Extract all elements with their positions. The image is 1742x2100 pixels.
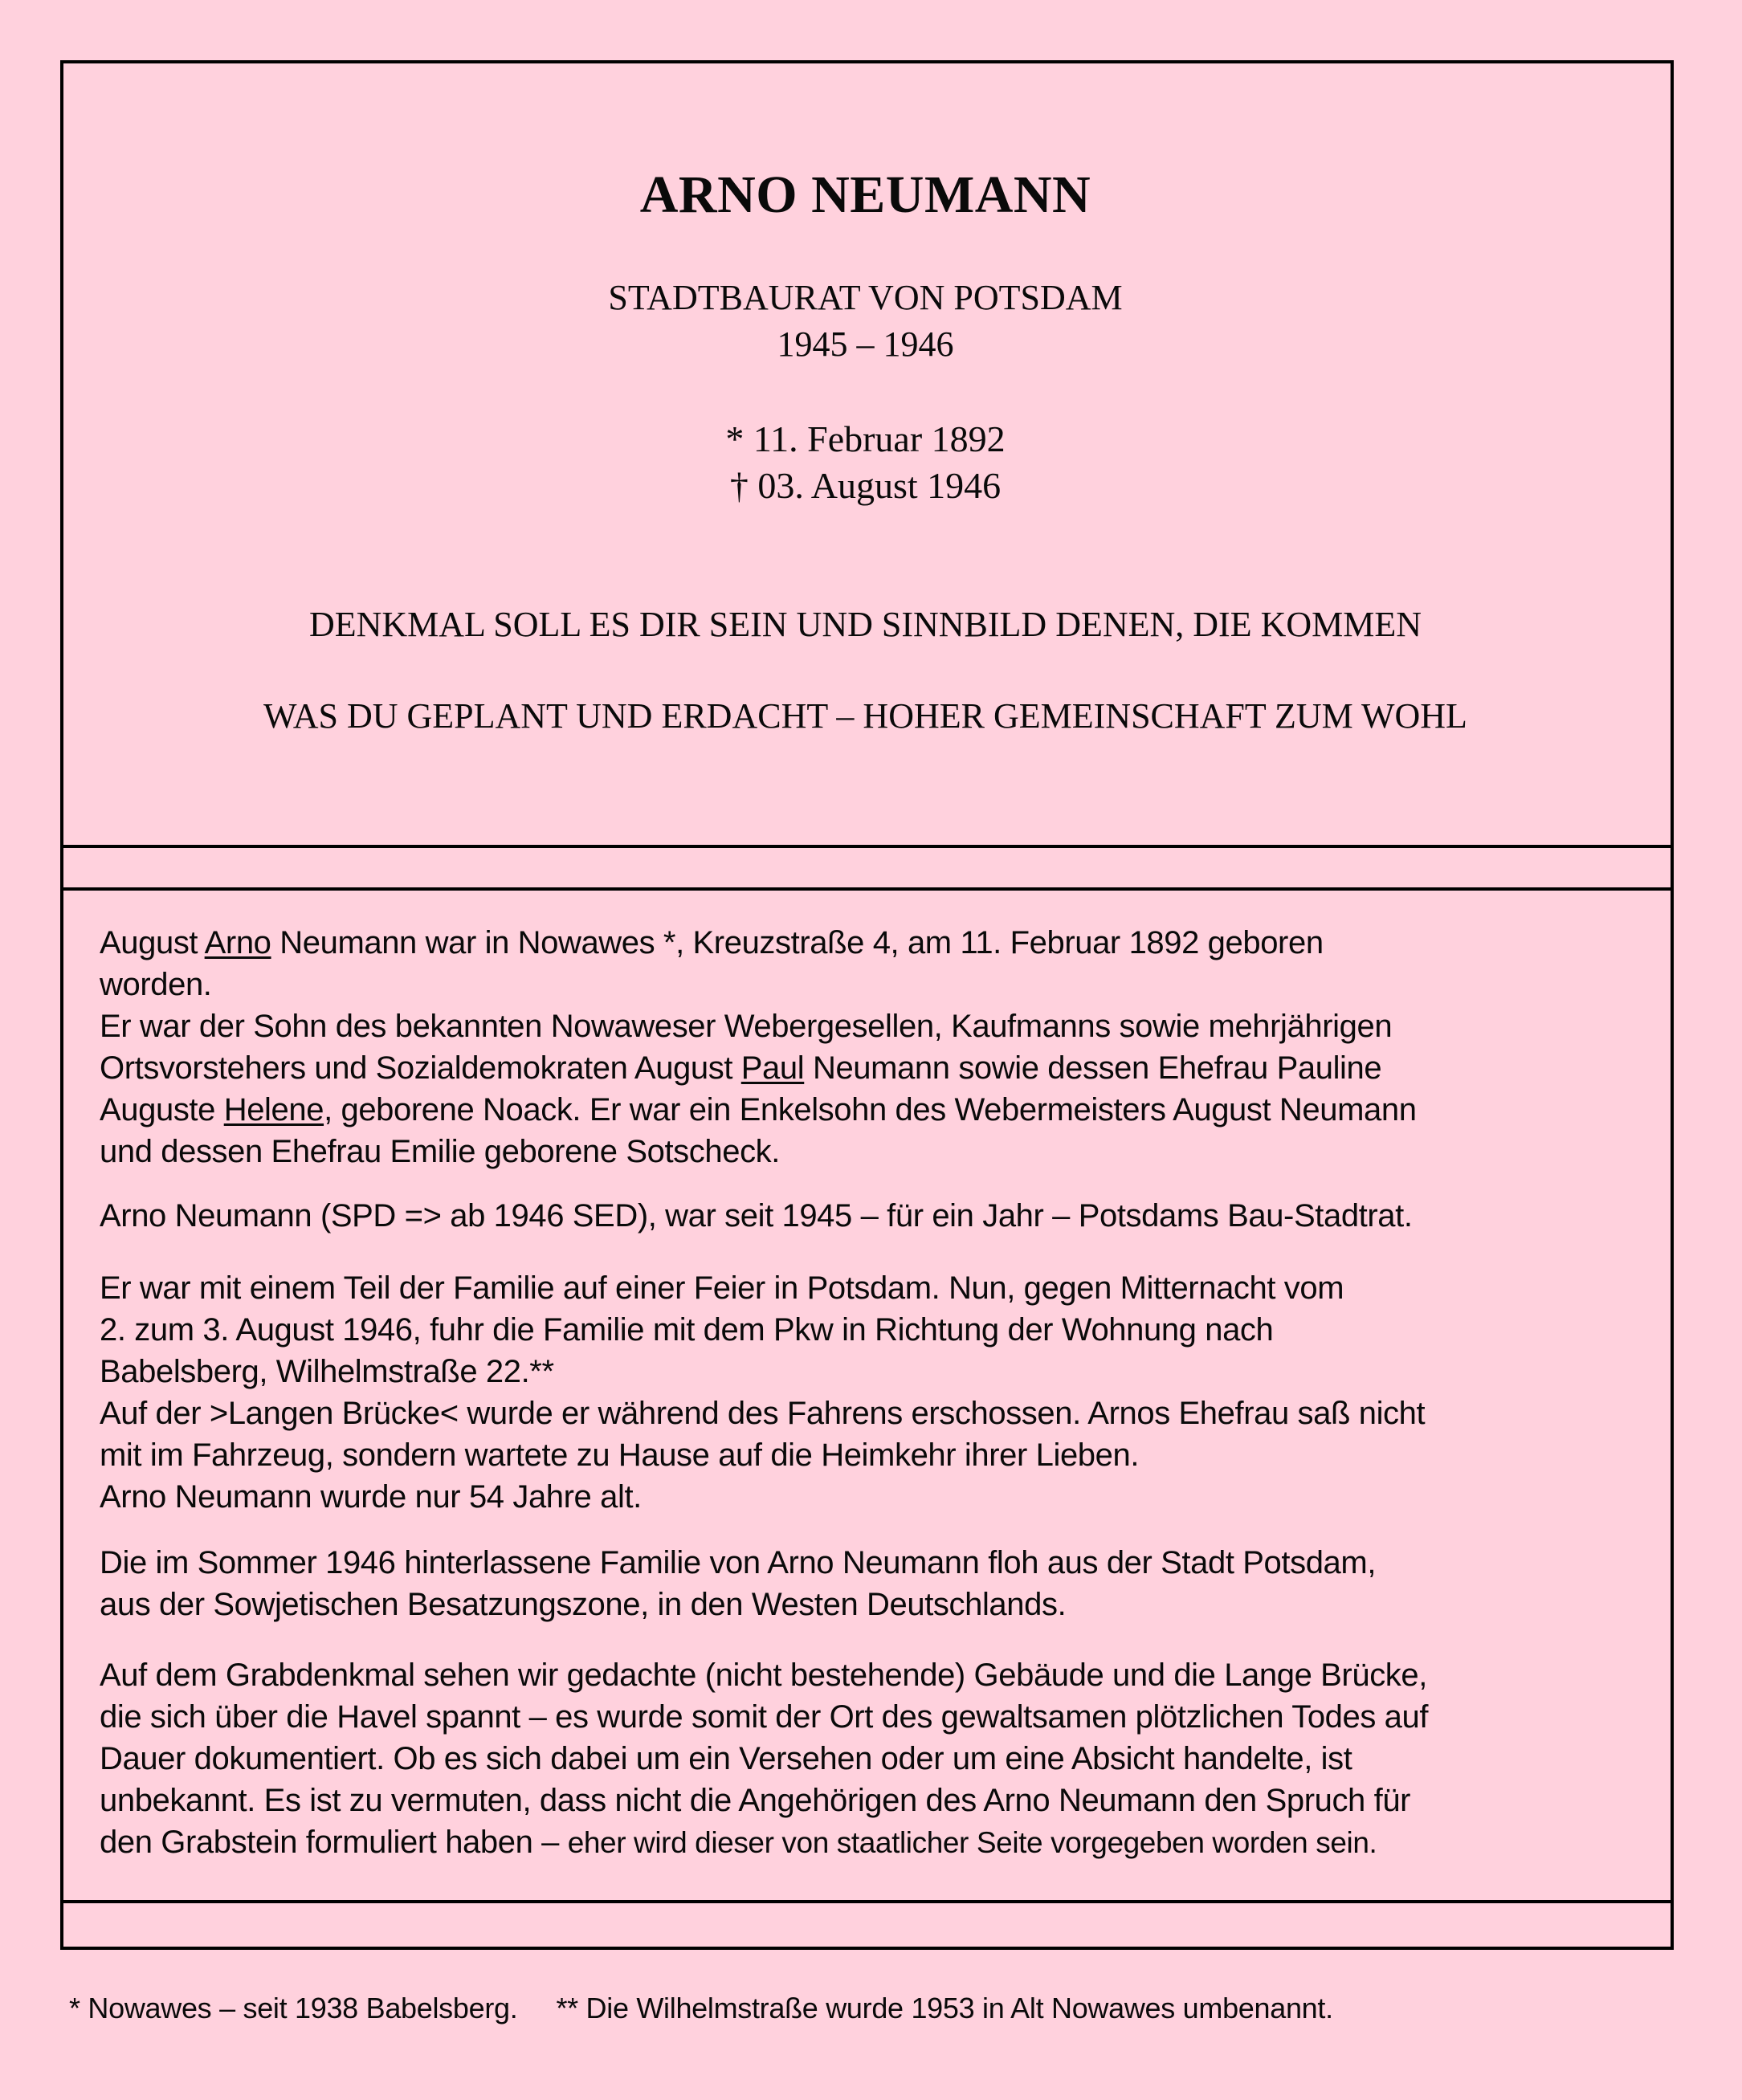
underlined-name: Helene [223, 1092, 324, 1127]
text-line [100, 922, 1662, 964]
text-line: worden. [100, 967, 212, 1002]
text-line: mit im Fahrzeug, sondern wartete zu Hause auf die Heimkehr ihrer Lieben. [100, 1437, 1140, 1473]
text-line: 2. zum 3. August 1946, fuhr die Familie mit dem Pkw in Richtung der Wohnung nach [100, 1312, 1274, 1348]
memorial-name: ARNO NEUMANN [639, 165, 1091, 224]
divider-line [60, 1900, 1671, 1903]
text-span: August [100, 925, 205, 960]
memorial-term: 1945 – 1946 [777, 324, 954, 364]
paragraph-family-flight [100, 1542, 1662, 1625]
paragraph-office [100, 1195, 1662, 1237]
text-line [100, 1821, 1662, 1863]
paragraph-death [100, 1267, 1662, 1518]
text-span: Auguste [100, 1092, 224, 1127]
paragraph-origin [100, 922, 1662, 1172]
divider-line [60, 845, 1671, 848]
text-span: , geborene Noack. Er war ein Enkelsohn des Webermeisters August Neumann [324, 1092, 1417, 1127]
birth-date: * 11. Februar 1892 [725, 418, 1006, 459]
footnote-1: * Nowawes – seit 1938 Babelsberg. [69, 1992, 518, 2025]
text-line: aus der Sowjetischen Besatzungszone, in den Westen Deutschlands. [100, 1587, 1067, 1622]
footnotes [69, 1992, 1333, 2025]
inscription-line-1: DENKMAL SOLL ES DIR SEIN UND SINNBILD DENEN, DIE KOMMEN [308, 605, 1422, 644]
text-line: Dauer dokumentiert. Ob es sich dabei um ein Versehen oder um eine Absicht handelte, ist [100, 1741, 1352, 1776]
text-line [100, 1089, 1662, 1131]
text-line: Auf dem Grabdenkmal sehen wir gedachte (nicht bestehende) Gebäude und die Lange Brücke, [100, 1658, 1427, 1693]
underlined-name: Arno [204, 925, 271, 960]
text-line: Die im Sommer 1946 hinterlassene Familie von Arno Neumann floh aus der Stadt Potsdam, [100, 1545, 1377, 1580]
divider-line [60, 887, 1671, 891]
text-line [100, 1047, 1662, 1089]
text-line: Babelsberg, Wilhelmstraße 22.** [100, 1354, 554, 1389]
text-line: Arno Neumann (SPD => ab 1946 SED), war seit 1945 – für ein Jahr – Potsdams Bau-Stadtrat. [100, 1198, 1413, 1233]
text-line: die sich über die Havel spannt – es wurde somit der Ort des gewaltsamen plötzlichen Todes auf [100, 1699, 1429, 1735]
paragraph-gravestone [100, 1654, 1662, 1863]
text-line: Er war der Sohn des bekannten Nowaweser Webergesellen, Kaufmanns sowie mehrjährigen [100, 1009, 1393, 1044]
text-line: und dessen Ehefrau Emilie geborene Sotscheck. [100, 1134, 780, 1169]
text-span: Neumann sowie dessen Ehefrau Pauline [804, 1050, 1382, 1086]
text-span: Neumann war in Nowawes *, Kreuzstraße 4, am 11. Februar 1892 geboren [271, 925, 1324, 960]
footnote-2: ** Die Wilhelmstraße wurde 1953 in Alt Nowawes umbenannt. [556, 1992, 1333, 2025]
text-span: den Grabstein formuliert haben – [100, 1825, 568, 1860]
text-span: eher wird dieser von staatlicher Seite vorgegeben worden sein. [567, 1826, 1377, 1859]
text-line: Er war mit einem Teil der Familie auf einer Feier in Potsdam. Nun, gegen Mitternacht vom [100, 1270, 1344, 1306]
inscription-line-2: WAS DU GEPLANT UND ERDACHT – HOHER GEMEINSCHAFT ZUM WOHL [263, 696, 1467, 736]
memorial-role: STADTBAURAT VON POTSDAM [608, 278, 1123, 317]
death-date: † 03. August 1946 [729, 465, 1002, 506]
text-line: Arno Neumann wurde nur 54 Jahre alt. [100, 1479, 642, 1515]
text-line: unbekannt. Es ist zu vermuten, dass nicht die Angehörigen des Arno Neumann den Spruch für [100, 1783, 1411, 1818]
underlined-name: Paul [740, 1050, 805, 1086]
text-span: Ortsvorstehers und Sozialdemokraten August [100, 1050, 741, 1086]
text-line: Auf der >Langen Brücke< wurde er während des Fahrens erschossen. Arnos Ehefrau saß nicht [100, 1396, 1426, 1431]
